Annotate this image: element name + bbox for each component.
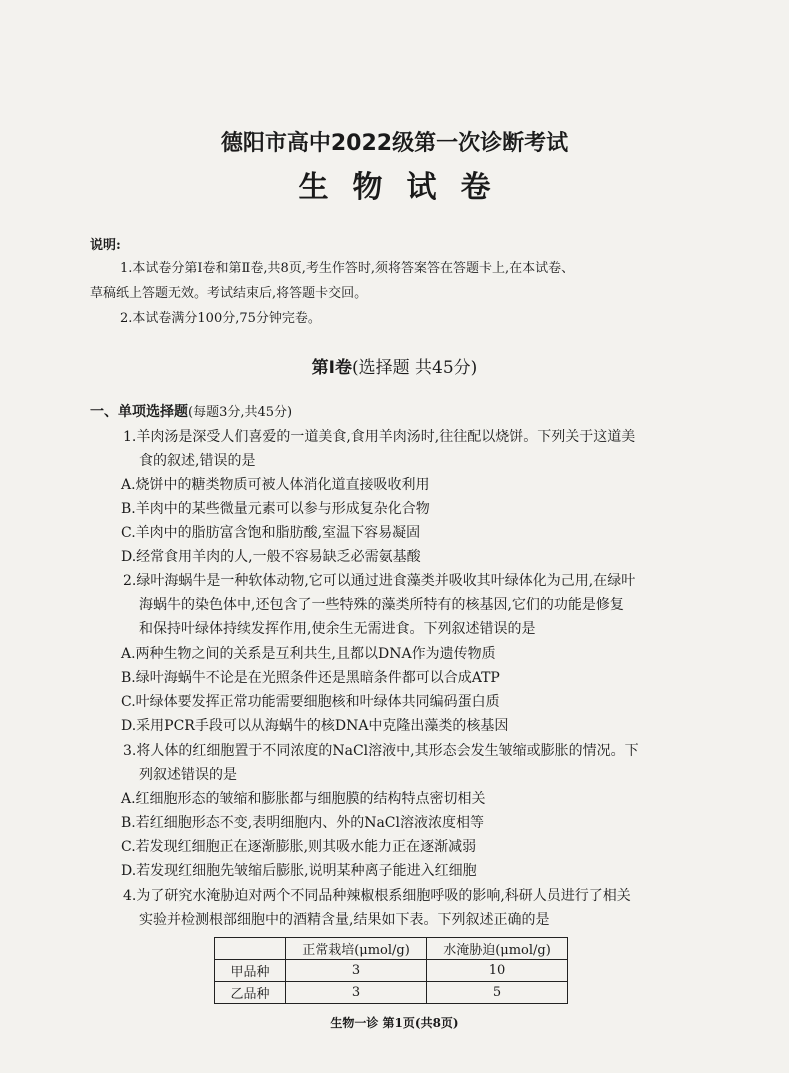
instruction-item-1-cont: 草稿纸上答题无效。考试结束后,将答题卡交回。 [90, 286, 368, 301]
page-footer: 生物一诊 第1页(共8页) [330, 1016, 459, 1030]
q2-stem-cont-1: 海蜗牛的染色体中,还包含了一些特殊的藻类所特有的核基因,它们的功能是修复 [139, 597, 624, 613]
q1-option-d: D.经常食用羊肉的人,一般不容易缺乏必需氨基酸 [121, 549, 421, 565]
q2-option-d: D.采用PCR手段可以从海蜗牛的核DNA中克隆出藻类的核基因 [121, 718, 509, 734]
q1-stem-cont: 食的叙述,错误的是 [139, 453, 256, 469]
q2-stem-cont-2: 和保持叶绿体持续发挥作用,使余生无需进食。下列叙述错误的是 [139, 621, 536, 637]
table-header-blank [215, 938, 286, 960]
q2-option-c: C.叶绿体要发挥正常功能需要细胞核和叶绿体共同编码蛋白质 [121, 694, 500, 710]
part-one-label: 第Ⅰ卷 [311, 358, 352, 378]
table-row-label: 乙品种 [215, 982, 286, 1004]
q3-option-a: A.红细胞形态的皱缩和膨胀都与细胞膜的结构特点密切相关 [121, 791, 486, 807]
section-heading [90, 403, 292, 422]
q2-stem: 2.绿叶海蜗牛是一种软体动物,它可以通过进食藻类并吸收其叶绿体化为己用,在绿叶 [123, 573, 636, 589]
table-header-normal: 正常栽培(μmol/g) [286, 938, 427, 960]
q3-option-d: D.若发现红细胞先皱缩后膨胀,说明某种离子能进入红细胞 [121, 863, 477, 879]
section-heading-note: (每题3分,共45分) [188, 405, 293, 420]
q1-option-c: C.羊肉中的脂肪富含饱和脂肪酸,室温下容易凝固 [121, 525, 421, 541]
q4-stem: 4.为了研究水淹胁迫对两个不同品种辣椒根系细胞呼吸的影响,科研人员进行了相关 [123, 888, 631, 904]
part-one-title [0, 353, 789, 378]
q1-option-a: A.烧饼中的糖类物质可被人体消化道直接吸收利用 [121, 477, 430, 493]
q3-stem: 3.将人体的红细胞置于不同浓度的NaCl溶液中,其形态会发生皱缩或膨胀的情况。下 [123, 743, 639, 759]
section-heading-label: 一、单项选择题 [90, 404, 188, 420]
q2-option-a: A.两种生物之间的关系是互利共生,且都以DNA作为遗传物质 [121, 646, 496, 662]
table-cell-flood: 5 [427, 982, 568, 1004]
q4-stem-cont: 实验并检测根部细胞中的酒精含量,结果如下表。下列叙述正确的是 [139, 912, 550, 928]
instructions-label: 说明: [90, 238, 121, 253]
q1-option-b: B.羊肉中的某些微量元素可以参与形成复杂化合物 [121, 501, 430, 517]
table-row-label: 甲品种 [215, 960, 286, 982]
table-header-row [215, 938, 568, 960]
table-header-flood: 水淹胁迫(μmol/g) [427, 938, 568, 960]
q3-option-c: C.若发现红细胞正在逐渐膨胀,则其吸水能力正在逐渐减弱 [121, 839, 477, 855]
table-row [215, 960, 568, 982]
q3-stem-cont: 列叙述错误的是 [139, 767, 237, 783]
q2-option-b: B.绿叶海蜗牛不论是在光照条件还是黑暗条件都可以合成ATP [121, 670, 500, 686]
instruction-item-2: 2.本试卷满分100分,75分钟完卷。 [120, 311, 321, 326]
table-cell-normal: 3 [286, 960, 427, 982]
q3-option-b: B.若红细胞形态不变,表明细胞内、外的NaCl溶液浓度相等 [121, 815, 484, 831]
instruction-item-1: 1.本试卷分第Ⅰ卷和第Ⅱ卷,共8页,考生作答时,须将答案答在答题卡上,在本试卷、 [120, 261, 575, 276]
results-table [214, 937, 568, 1004]
table-cell-flood: 10 [427, 960, 568, 982]
table-row [215, 982, 568, 1004]
q1-stem: 1.羊肉汤是深受人们喜爱的一道美食,食用羊肉汤时,往往配以烧饼。下列关于这道美 [123, 429, 636, 445]
exam-title: 德阳市高中2022级第一次诊断考试 [220, 131, 569, 156]
subject-title: 生物试卷 [298, 170, 515, 205]
table-cell-normal: 3 [286, 982, 427, 1004]
part-one-desc: (选择题 共45分) [352, 358, 478, 378]
